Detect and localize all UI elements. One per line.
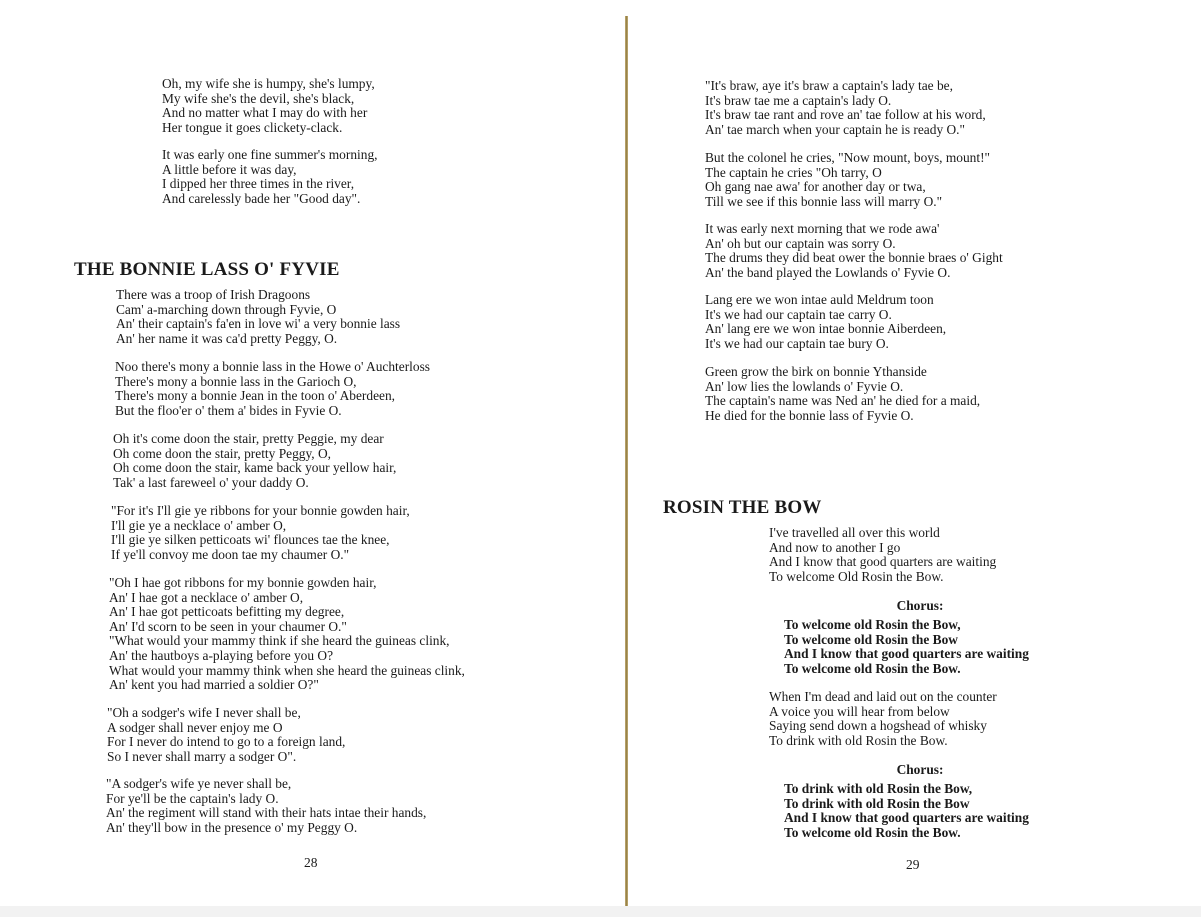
chorus-stanza: [784, 782, 1029, 840]
verse-line: Oh it's come doon the stair, pretty Peggie, my dear: [113, 431, 384, 446]
song-stanza: [705, 293, 946, 351]
intro-stanza: [162, 148, 378, 206]
verse-line: And I know that good quarters are waiting: [784, 646, 1029, 662]
verse-line: "Oh a sodger's wife I never shall be,: [107, 705, 301, 720]
verse-line: If ye'll convoy me doon tae my chaumer O.": [111, 546, 350, 562]
verse-line: There's mony a bonnie Jean in the toon o' Aberdeen,: [115, 388, 395, 404]
verse-line: Oh, my wife she is humpy, she's lumpy,: [162, 76, 375, 91]
verse-line: Noo there's mony a bonnie lass in the Howe o' Auchterloss: [115, 359, 430, 374]
verse-line: To welcome Old Rosin the Bow.: [769, 568, 944, 584]
verse-line: When I'm dead and laid out on the counter: [769, 689, 997, 704]
verse-line: So I never shall marry a sodger O".: [107, 748, 297, 764]
verse-line: And I know that good quarters are waiting: [784, 810, 1029, 826]
verse-line: There's mony a bonnie lass in the Garioch O,: [115, 373, 357, 389]
verse-line: To welcome old Rosin the Bow.: [784, 660, 961, 676]
verse-line: An' kent you had married a soldier O?": [109, 677, 319, 693]
song-stanza: [111, 504, 410, 562]
verse-line: I'll gie ye a necklace o' amber O,: [111, 517, 287, 533]
right-page: [630, 0, 1201, 917]
song-verse: [769, 526, 996, 584]
verse-line: An' the band played the Lowlands o' Fyvie O.: [705, 264, 951, 280]
verse-line: There was a troop of Irish Dragoons: [116, 287, 311, 302]
song-stanza: [705, 79, 986, 137]
verse-line: Oh come doon the stair, pretty Peggy, O,: [113, 445, 332, 461]
verse-line: It's braw tae me a captain's lady O.: [705, 92, 892, 108]
song-stanza: [113, 432, 396, 490]
verse-line: He died for the bonnie lass of Fyvie O.: [705, 407, 914, 423]
verse-line: "For it's I'll gie ye ribbons for your bonnie gowden hair,: [111, 503, 410, 518]
verse-line: "It's braw, aye it's braw a captain's lady tae be,: [705, 78, 953, 93]
verse-line: But the colonel he cries, "Now mount, boys, mount!": [705, 150, 991, 165]
verse-line: Oh come doon the stair, kame back your yellow hair,: [113, 460, 397, 476]
verse-line: To drink with old Rosin the Bow: [784, 795, 970, 811]
verse-line: It's we had our captain tae bury O.: [705, 335, 889, 351]
verse-line: It was early next morning that we rode awa': [705, 221, 940, 236]
chorus-label: Chorus:: [896, 598, 944, 613]
verse-line: Saying send down a hogshead of whisky: [769, 718, 987, 734]
verse-line: An' the hautboys a-playing before you O?: [109, 647, 334, 663]
verse-line: The captain's name was Ned an' he died for a maid,: [705, 393, 981, 409]
verse-line: Oh gang nae awa' for another day or twa,: [705, 179, 926, 195]
verse-line: An' I'd scorn to be seen in your chaumer O.": [109, 618, 347, 634]
verse-line: And I know that good quarters are waiting: [769, 554, 997, 570]
verse-line: An' oh but our captain was sorry O.: [705, 235, 896, 251]
verse-line: An' I hae got a necklace o' amber O,: [109, 589, 304, 605]
verse-line: An' the regiment will stand with their hats intae their hands,: [106, 805, 427, 821]
verse-line: For ye'll be the captain's lady O.: [106, 790, 279, 806]
verse-line: Till we see if this bonnie lass will marry O.": [705, 193, 943, 209]
verse-line: Green grow the birk on bonnie Ythanside: [705, 364, 927, 379]
verse-line: "Oh I hae got ribbons for my bonnie gowden hair,: [109, 575, 377, 590]
verse-line: "A sodger's wife ye never shall be,: [106, 776, 292, 791]
verse-line: For I never do intend to go to a foreign land,: [107, 734, 346, 750]
verse-line: I've travelled all over this world: [769, 525, 940, 540]
verse-line: To welcome old Rosin the Bow: [784, 631, 958, 647]
verse-line: It's we had our captain tae carry O.: [705, 306, 892, 322]
verse-line: I dipped her three times in the river,: [162, 176, 355, 192]
verse-line: "What would your mammy think if she heard the guineas clink,: [109, 633, 450, 649]
verse-line: An' tae march when your captain he is ready O.": [705, 121, 965, 137]
verse-line: But the floo'er o' them a' bides in Fyvie O.: [115, 402, 342, 418]
page-number: 29: [906, 857, 920, 872]
verse-line: I'll gie ye silken petticoats wi' flounces tae the knee,: [111, 532, 390, 548]
verse-line: And no matter what I may do with her: [162, 105, 368, 121]
verse-line: And now to another I go: [769, 539, 901, 555]
song-verse: [769, 690, 997, 748]
page-number: 28: [304, 855, 318, 870]
verse-line: An' they'll bow in the presence o' my Peggy O.: [106, 819, 358, 835]
song-title-rosin-the-bow: ROSIN THE BOW: [663, 497, 822, 518]
verse-line: A little before it was day,: [162, 161, 297, 177]
song-stanza: [115, 360, 430, 418]
book-gutter: [625, 16, 628, 906]
verse-line: To welcome old Rosin the Bow.: [784, 824, 961, 840]
verse-line: Lang ere we won intae auld Meldrum toon: [705, 292, 934, 307]
verse-line: Cam' a-marching down through Fyvie, O: [116, 301, 337, 317]
verse-line: To drink with old Rosin the Bow.: [769, 732, 948, 748]
verse-line: An' her name it was ca'd pretty Peggy, O.: [116, 330, 338, 346]
verse-line: An' I hae got petticoats befitting my degree,: [109, 604, 345, 620]
chorus-label: Chorus:: [896, 762, 944, 777]
verse-line: It was early one fine summer's morning,: [162, 147, 378, 162]
song-stanza: [107, 706, 345, 764]
song-title-bonnie-lass: THE BONNIE LASS O' FYVIE: [74, 259, 340, 280]
song-stanza: [705, 151, 990, 209]
verse-line: The drums they did beat ower the bonnie braes o' Gight: [705, 250, 1003, 266]
verse-line: A voice you will hear from below: [769, 703, 950, 719]
verse-line: It's braw tae rant and rove an' tae follow at his word,: [705, 107, 986, 123]
scan-bottom-edge: [0, 906, 1201, 917]
verse-line: A sodger shall never enjoy me O: [107, 719, 283, 735]
song-stanza: [106, 777, 426, 835]
verse-line: An' their captain's fa'en in love wi' a very bonnie lass: [116, 316, 401, 332]
verse-line: And carelessly bade her "Good day".: [162, 190, 361, 206]
verse-line: What would your mammy think when she heard the guineas clink,: [109, 662, 465, 678]
verse-line: The captain he cries "Oh tarry, O: [705, 164, 882, 180]
verse-line: Her tongue it goes clickety-clack.: [162, 119, 343, 135]
verse-line: To welcome old Rosin the Bow,: [784, 617, 961, 632]
verse-line: Tak' a last fareweel o' your daddy O.: [113, 474, 309, 490]
verse-line: To drink with old Rosin the Bow,: [784, 781, 973, 796]
song-stanza: [705, 365, 980, 423]
intro-stanza: [162, 77, 375, 135]
verse-line: My wife she's the devil, she's black,: [162, 90, 355, 106]
verse-line: An' lang ere we won intae bonnie Aiberdeen,: [705, 321, 947, 337]
verse-line: An' low lies the lowlands o' Fyvie O.: [705, 378, 904, 394]
chorus-stanza: [784, 618, 1029, 676]
song-stanza: [705, 222, 1003, 280]
song-stanza: [116, 288, 400, 346]
song-stanza: [109, 576, 465, 693]
